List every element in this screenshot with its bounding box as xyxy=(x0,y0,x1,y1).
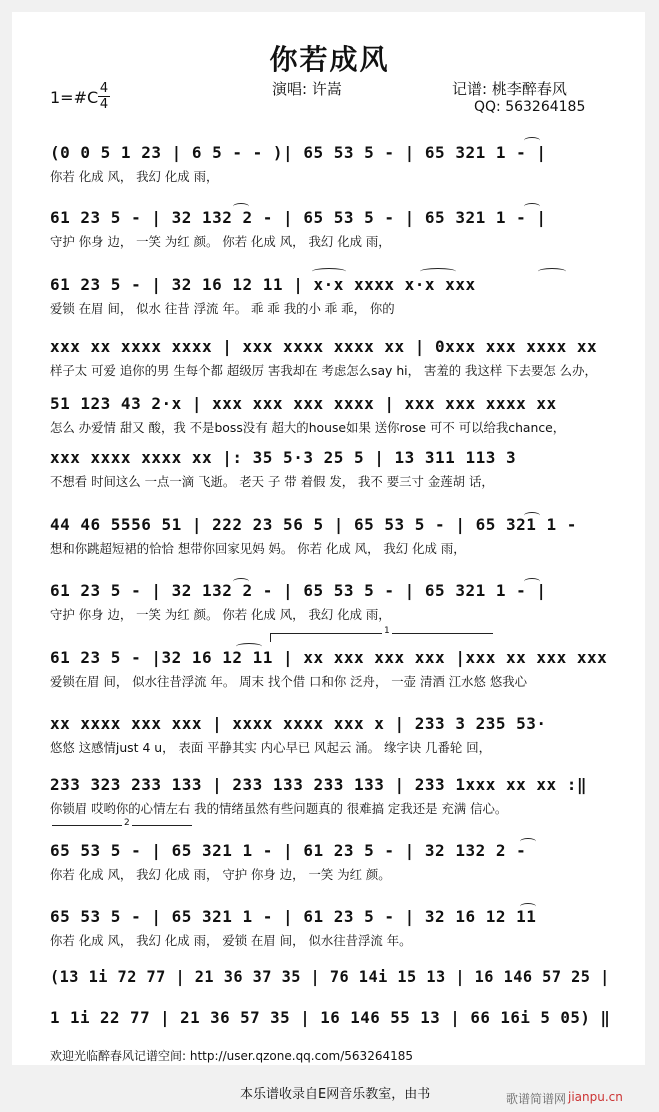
lyric-row: 想和你跳超短裙的恰恰 想带你回家见妈 妈。 你若 化成 风， 我幻 化成 雨， xyxy=(50,541,466,556)
notation-row: 61 23 5 - | 32 132 2 - | 65 53 5 - | 65 321 1 - | xyxy=(50,581,547,600)
slur xyxy=(312,268,346,275)
notation-row: 44 46 5556 51 | 222 23 56 5 | 65 53 5 - | 65 321 1 - xyxy=(50,515,577,534)
meter-top: 4 xyxy=(99,81,109,96)
notation-row: xxx xx xxxx xxxx | xxx xxxx xxxx xx | 0xxx xxx xxxx xx xyxy=(50,337,598,356)
notation-row: 61 23 5 - | 32 16 12 11 | x·x xxxx x·x xxx xyxy=(50,275,476,294)
qq-number: QQ: 563264185 xyxy=(474,99,586,115)
meter-bottom: 4 xyxy=(99,97,109,112)
notation-row: xxx xxxx xxxx xx |: 35 5·3 25 5 | 13 311 113 3 xyxy=(50,448,517,467)
notation-row: (0 0 5 1 23 | 6 5 - - )| 65 53 5 - | 65 321 1 - | xyxy=(50,143,547,162)
lyric-row: 你锁眉 哎哟你的心情左右 我的情绪虽然有些问题真的 很难搞 定我还是 充满 信心。 xyxy=(50,801,508,816)
slur xyxy=(524,578,540,585)
lyric-row: 爱锁在眉 间， 似水往昔浮流 年。 周末 找个借 口和你 泛舟， 一壶 清酒 江水悠 悠我心 xyxy=(50,674,527,689)
slur xyxy=(520,903,536,910)
slur xyxy=(538,268,566,275)
volta-1 xyxy=(270,626,493,642)
time-signature xyxy=(98,82,110,111)
notation-row: 51 123 43 2·x | xxx xxx xxx xxxx | xxx xxx xxxx xx xyxy=(50,394,557,413)
watermark-domain: jianpu.cn xyxy=(568,1090,623,1104)
notation-row: 61 23 5 - | 32 132 2 - | 65 53 5 - | 65 321 1 - | xyxy=(50,208,547,227)
lyric-row: 不想看 时间这么 一点一滴 飞逝。 老天 子 带 着假 发， 我不 要三寸 金莲胡 话， xyxy=(50,474,494,489)
lyric-row: 守护 你身 边， 一笑 为红 颜。 你若 化成 风， 我幻 化成 雨， xyxy=(50,234,391,249)
singer-credit: 演唱: 许嵩 xyxy=(272,80,342,98)
notation-row: 65 53 5 - | 65 321 1 - | 61 23 5 - | 32 132 2 - xyxy=(50,841,527,860)
slur xyxy=(524,512,540,519)
lyric-row: 你若 化成 风， 我幻 化成 雨， xyxy=(50,169,219,184)
volta-2 xyxy=(52,818,192,834)
notator-credit: 记谱: 桃李醉春风 xyxy=(452,80,567,98)
lyric-row: 你若 化成 风， 我幻 化成 雨， 爱锁 在眉 间， 似水往昔浮流 年。 xyxy=(50,933,412,948)
lyric-row: 悠悠 这感情just 4 u， 表面 平静其实 内心早已 风起云 涌。 缘字诀 几番轮 回， xyxy=(50,740,491,755)
notation-row: 233 323 233 133 | 233 133 233 133 | 233 1xxx xx xx :‖ xyxy=(50,775,588,794)
slur xyxy=(233,578,249,585)
song-title: 你若成风 xyxy=(269,43,390,76)
notation-row: 65 53 5 - | 65 321 1 - | 61 23 5 - | 32 16 12 11 xyxy=(50,907,537,926)
slur xyxy=(520,838,536,845)
notation-row: xx xxxx xxx xxx | xxxx xxxx xxx x | 233 3 235 53· xyxy=(50,714,547,733)
slur xyxy=(236,643,262,650)
slur xyxy=(524,137,540,144)
slur xyxy=(233,203,249,210)
volta-2-label: 2 xyxy=(124,818,130,828)
notation-row: 61 23 5 - |32 16 12 11 | xx xxx xxx xxx |xxx xx xxx xxx xyxy=(50,648,608,667)
notation-row: 1 1i 22 77 | 21 36 57 35 | 16 146 55 13 | 66 16i 5 05) ‖ xyxy=(50,1008,611,1027)
volta-1-label: 1 xyxy=(384,626,390,636)
lyric-row: 样子太 可爱 追你的男 生每个都 超级厉 害我却在 考虑怎么say hi， 害羞的 我这样 下去要怎 么办， xyxy=(50,363,597,378)
blog-url-line: 欢迎光临醉春风记谱空间: http://user.qzone.qq.com/563264185 xyxy=(50,1049,414,1063)
lyric-row: 守护 你身 边， 一笑 为红 颜。 你若 化成 风， 我幻 化成 雨， xyxy=(50,607,391,622)
key-signature: 1=#C xyxy=(50,88,99,107)
source-note: 本乐谱收录自E网音乐教室，由书 xyxy=(240,1087,431,1102)
lyric-row: 爱锁 在眉 间， 似水 往昔 浮流 年。 乖 乖 我的小 乖 乖， 你的 xyxy=(50,301,395,316)
slur xyxy=(524,203,540,210)
notation-row: (13 1i 72 77 | 21 36 37 35 | 76 14i 15 13 | 16 146 57 25 | xyxy=(50,967,610,986)
lyric-row: 你若 化成 风， 我幻 化成 雨， 守护 你身 边， 一笑 为红 颜。 xyxy=(50,867,391,882)
watermark-site: 歌谱简谱网 xyxy=(506,1092,567,1106)
lyric-row: 怎么 办爱情 甜又 酸，我 不是boss没有 超大的house如果 送你rose 可不 可以给我chance， xyxy=(50,420,566,435)
slur xyxy=(420,268,456,275)
